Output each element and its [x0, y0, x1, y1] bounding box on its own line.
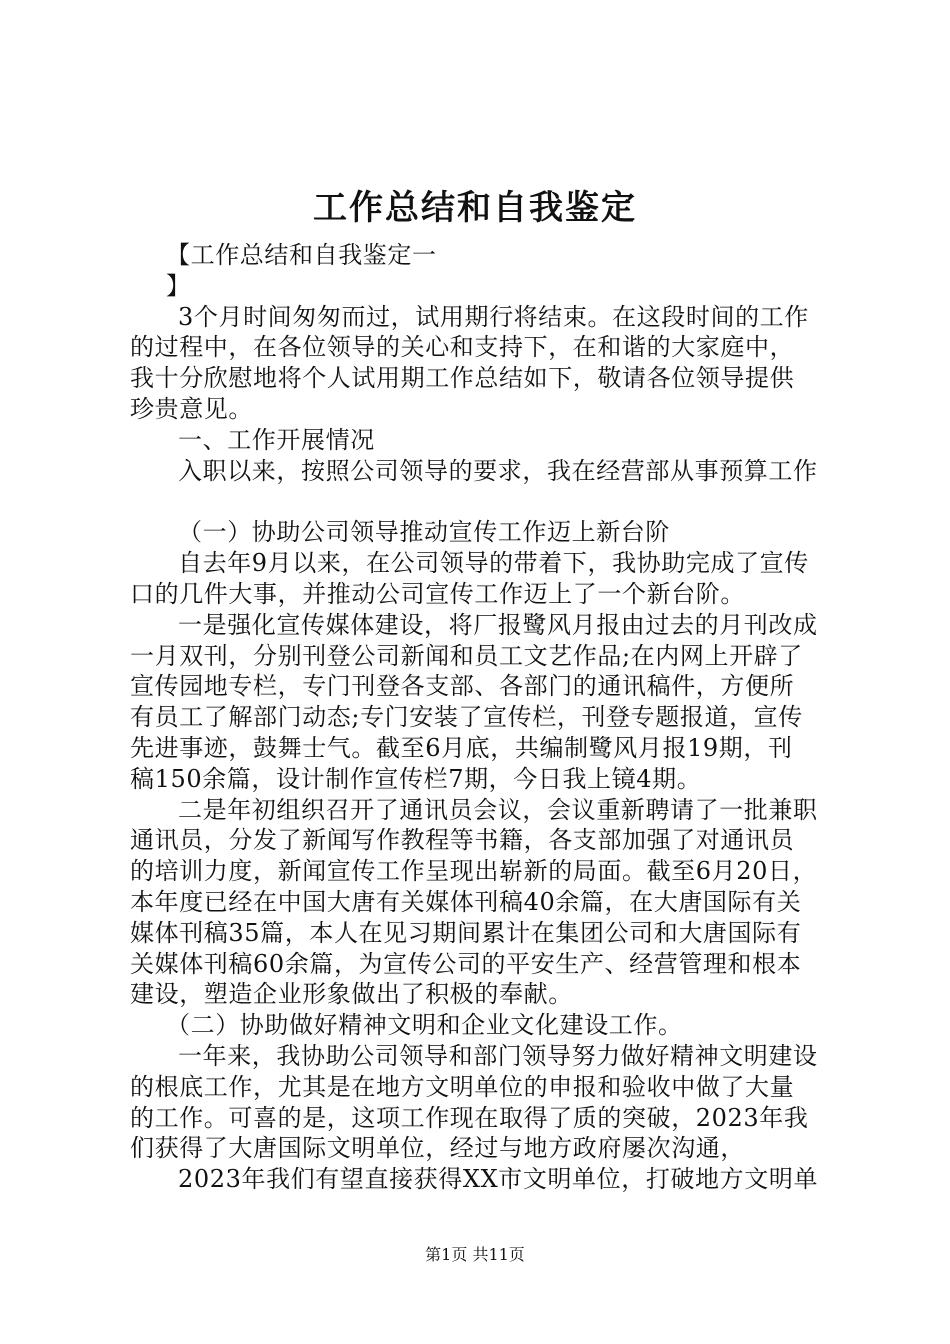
- paragraph-line: 的工作。可喜的是，这项工作现在取得了质的突破，2023年我: [130, 1103, 809, 1132]
- paragraph-line: 有员工了解部门动态;专门安装了宣传栏，刊登专题报道，宣传: [130, 703, 803, 732]
- paragraph-line: 一是强化宣传媒体建设，将厂报鹭风月报由过去的月刊改成: [178, 610, 818, 639]
- paragraph-line: 的过程中，在各位领导的关心和支持下，在和谐的大家庭中，: [130, 333, 795, 362]
- paragraph-line: 媒体刊稿35篇，本人在见习期间累计在集团公司和大唐国际有: [130, 918, 802, 947]
- subsection-heading: （二）协助做好精神文明和企业文化建设工作。: [166, 1011, 683, 1040]
- paragraph-line: 2023年我们有望直接获得XX市文明单位，打破地方文明单: [178, 1165, 819, 1194]
- paragraph-line: 的根底工作，尤其是在地方文明单位的申报和验收中做了大量: [130, 1072, 795, 1101]
- blank-line: [130, 486, 830, 517]
- section-heading: 一、工作开展情况: [178, 425, 375, 454]
- paragraph-line: 入职以来，按照公司领导的要求，我在经营部从事预算工作: [178, 456, 818, 485]
- paragraph-line: 珍贵意见。: [130, 394, 253, 423]
- paragraph-line: 关媒体刊稿60余篇，为宣传公司的平安生产、经营管理和根本: [130, 949, 802, 978]
- paragraph-line: 的培训力度，新闻宣传工作呈现出崭新的局面。截至6月20日，: [130, 857, 818, 886]
- document-title: 工作总结和自我鉴定: [313, 188, 637, 228]
- paragraph-line: 本年度已经在中国大唐有关媒体刊稿40余篇，在大唐国际有关: [130, 887, 802, 916]
- paragraph-line: 自去年9月以来，在公司领导的带着下，我协助完成了宣传: [178, 549, 809, 578]
- paragraph-line: 3个月时间匆匆而过，试用期行将结束。在这段时间的工作: [178, 302, 809, 331]
- paragraph-line: 稿150余篇，设计制作宣传栏7期，今日我上镜4期。: [130, 764, 702, 793]
- paragraph-line: 一月双刊，分别刊登公司新闻和员工文艺作品;在内网上开辟了: [130, 641, 803, 670]
- paragraph-line: 二是年初组织召开了通讯员会议，会议重新聘请了一批兼职: [178, 795, 818, 824]
- paragraph-line: 口的几件大事，并推动公司宣传工作迈上了一个新台阶。: [130, 579, 745, 608]
- subsection-heading: （一）协助公司领导推动宣传工作迈上新台阶: [178, 518, 670, 547]
- paragraph-line: 宣传园地专栏，专门刊登各支部、各部门的通讯稿件，方便所: [130, 672, 795, 701]
- paragraph-line: 通讯员，分发了新闻写作教程等书籍，各支部加强了对通讯员: [130, 826, 795, 855]
- paragraph-line: 们获得了大唐国际文明单位，经过与地方政府屡次沟通，: [130, 1134, 745, 1163]
- paragraph-line: 建设，塑造企业形象做出了积极的奉献。: [130, 980, 573, 1009]
- document-body: [130, 240, 830, 1195]
- section-heading-bracket-open: 【工作总结和自我鉴定一: [166, 241, 437, 269]
- paragraph-line: 我十分欣慰地将个人试用期工作总结如下，敬请各位领导提供: [130, 364, 795, 393]
- section-heading-bracket-close: 】: [166, 271, 191, 300]
- paragraph-line: 先进事迹，鼓舞士气。截至6月底，共编制鹭风月报19期，刊: [130, 733, 793, 762]
- page-footer: 第1页 共11页: [425, 1245, 525, 1264]
- paragraph-line: 一年来，我协助公司领导和部门领导努力做好精神文明建设: [178, 1041, 818, 1070]
